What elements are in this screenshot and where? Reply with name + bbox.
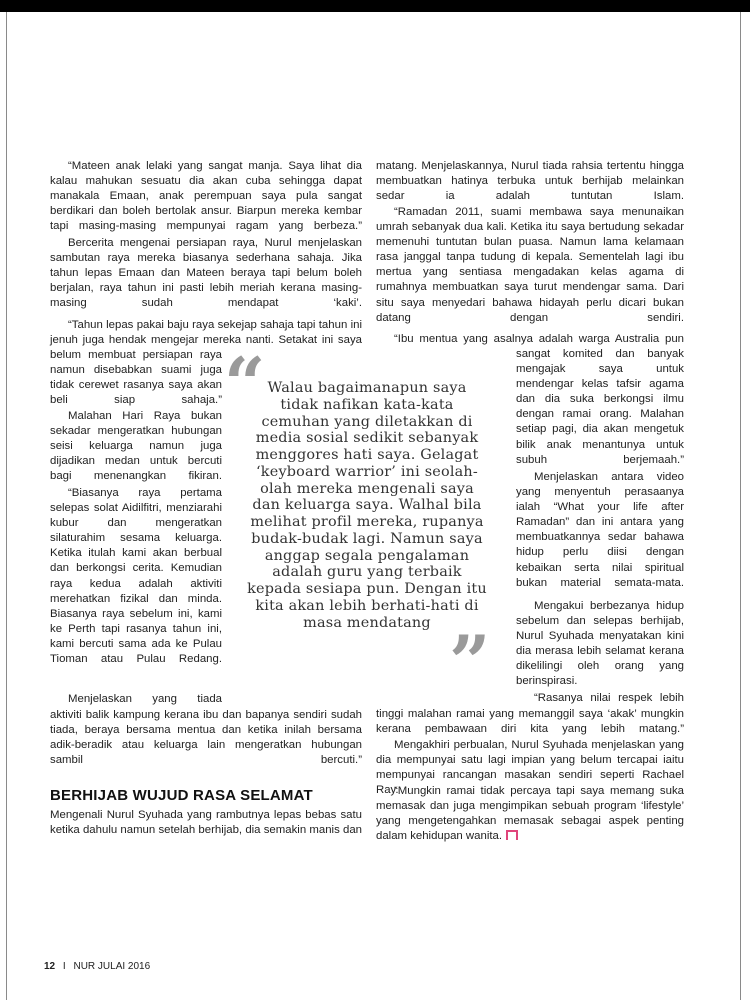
pull-quote-line: cemuhan yang diletakkan di: [261, 413, 473, 430]
col2-paragraph-5: Mengakui berbezanya hidup sebelum dan selepas berhijab, Nurul Syuhada menyatakan kini dia merasa lebih selamat kerana dikelilingi oleh orang yang berinspirasi.: [516, 600, 684, 688]
right-page-edge: [740, 12, 741, 1000]
pull-quote-line: masa mendatang: [303, 614, 431, 631]
col2-paragraph-6-continued: tinggi malahan ramai yang memanggil saya ‘akak’ mungkin kerana pembawaan diri kita yang lebih matang.”: [376, 708, 684, 736]
col1-paragraph-4: Malahan Hari Raya bukan sekadar mengeratkan hubungan seisi keluarga namun juga dijadikan medan untuk bercuti bagi menenangkan fikiran.: [50, 410, 222, 483]
col2-paragraph-6-start: “Rasanya nilai respek lebih: [534, 692, 684, 704]
col2-paragraph-4: Menjelaskan antara video yang menyentuh perasaanya ialah “What your life after Ramadan” dan ini antara yang membuatkannya sedar bahawa hidup perlu diisi dengan kebaikan serta nilai spiritual bukan material semata-mata.: [516, 471, 684, 589]
pull-quote-line: melihat profil mereka, rupanya: [250, 514, 484, 530]
col1-paragraph-3-continued: belum membuat persiapan raya namun disebabkan suami juga tidak cerewet rasanya saya akan beli siap sahaja.”: [50, 349, 222, 407]
left-page-edge: [6, 12, 7, 1000]
col1-paragraph-5: “Biasanya raya pertama selepas solat Aidilfitri, menziarahi kubur dan mengeratkan silaturahim sesama keluarga. Ketika itulah kami akan berbual dan berkongsi cerita. Kemudian raya kedua adalah aktiviti merehatkan fizikal dan minda. Biasanya raya sebelum ini, kami ke Perth tapi rasanya tahun ini, kami bercuti sama ada ke Pulau Tioman atau Pulau Redang.: [50, 487, 222, 666]
col2-paragraph-8: [376, 784, 684, 844]
pull-quote-line: ‘keyboard warrior’ ini seolah-: [256, 463, 478, 480]
pull-quote-line: kepada sesiapa pun. Dengan itu: [247, 581, 487, 597]
col2-paragraph-7: Mengakhiri perbualan, Nurul Syuhada menjelaskan yang dia mempunyai satu lagi impian yang belum tercapai iaitu mempunyai rancangan masakan sendiri seperti Rachael Ray.: [376, 739, 684, 797]
col1-paragraph-2: Bercerita mengenai persiapan raya, Nurul menjelaskan sambutan raya mereka biasanya sederhana sahaja. Jika tahun lepas Emaan dan Mateen beraya tapi belum boleh berjalan, raya tahun ini pasti lebih meriah kerana masing-masing sudah mendapat ‘kaki’.: [50, 237, 362, 310]
pull-quote-line: menggores hati saya. Gelagat: [255, 447, 479, 463]
pull-quote-line: tidak nafikan kata-kata: [280, 396, 454, 413]
col1-paragraph-6-start: Menjelaskan yang tiada: [68, 693, 222, 705]
col2-paragraph-8-text: “Mungkin ramai tidak percaya tapi saya memang suka memasak dan juga mengimpikan sebuah program ‘lifestyle’ yang mengetengahkan memasak sebagai aspek penting dalam kehidupan wanita.: [376, 785, 684, 843]
pull-quote-line: budak-budak lagi. Namun saya: [251, 530, 483, 547]
footer-separator: I: [62, 961, 66, 972]
pull-quote: [232, 380, 502, 631]
pull-quote-line: adalah guru yang terbaik: [272, 564, 462, 581]
page-number: 12: [44, 961, 56, 972]
pull-quote-line: Walau bagaimanapun saya: [267, 380, 467, 396]
issue-label: NUR JULAI 2016: [73, 961, 151, 972]
close-quote-icon: ”: [449, 619, 491, 704]
pull-quote-line: kita akan lebih berhati-hati di: [255, 597, 479, 614]
pull-quote-line: anggap segala pengalaman: [264, 547, 470, 564]
col1-paragraph-7: Mengenali Nurul Syuhada yang rambutnya lepas bebas satu ketika dahulu namun setelah berhijab, dia semakin manis dan: [50, 809, 362, 837]
top-border: [0, 0, 750, 12]
open-quote-icon: “: [224, 341, 266, 426]
col1-paragraph-3: “Tahun lepas pakai baju raya sekejap sahaja tapi tahun ini jenuh juga hendak mengejar mereka nanti. Setakat ini saya: [50, 319, 362, 347]
col2-paragraph-3-continued: sangat komited dan banyak mengajak saya untuk mendengar kelas tafsir agama dan dia suka berkongsi ilmu dengan ramai orang. Malahan setiap pagi, dia akan mengetuk bilik anak menantunya untuk subuh berjemaah.”: [516, 348, 684, 466]
col2-paragraph-2: “Ramadan 2011, suami membawa saya menunaikan umrah sebanyak dua kali. Ketika itu saya bertudung sekadar memenuhi tuntutan bulan puasa. Namun lama kelamaan rasa janggal tanpa tudung di kepala. Sementelah lagi ibu mertua yang sentiasa mengadakan kelas agama di rumahnya membuatkan saya turut mendengar sama. Dari situ saya menyedari bahawa hidayah perlu dicari bukan datang dengan sendiri.: [376, 206, 684, 324]
col2-paragraph-1: matang. Menjelaskannya, Nurul tiada rahsia tertentu hingga membuatkan hatinya terbuka untuk berhijab melainkan sedar ia adalah tuntutan Islam.: [376, 160, 684, 203]
pull-quote-line: olah mereka mengenali saya: [260, 480, 474, 497]
pull-quote-line: media sosial sedikit sebanyak: [255, 430, 479, 447]
col1-paragraph-1: “Mateen anak lelaki yang sangat manja. Saya lihat dia kalau mahukan sesuatu dia akan cuba sehingga dapat manakala Emaan, anak perempuan saya pula sangat berdikari dan boleh bertolak ansur. Biarpun mereka kembar tapi masing-masing mempunyai ragam yang berbeza.”: [50, 160, 362, 233]
pull-quote-line: dan keluarga saya. Walhal bila: [252, 497, 482, 514]
end-of-article-icon: [506, 830, 518, 840]
col1-paragraph-6-continued: aktiviti balik kampung kerana ibu dan bapanya sendiri sudah tiada, beraya bersama mentua dan ketika inilah bersama adik-beradik atau keluarga lain mengeratkan hubungan sambil bercuti.”: [50, 709, 362, 767]
section-heading: BERHIJAB WUJUD RASA SELAMAT: [50, 787, 313, 804]
page-footer: [44, 961, 150, 972]
col2-paragraph-3-start: “Ibu mentua yang asalnya adalah warga Australia pun: [394, 333, 684, 345]
